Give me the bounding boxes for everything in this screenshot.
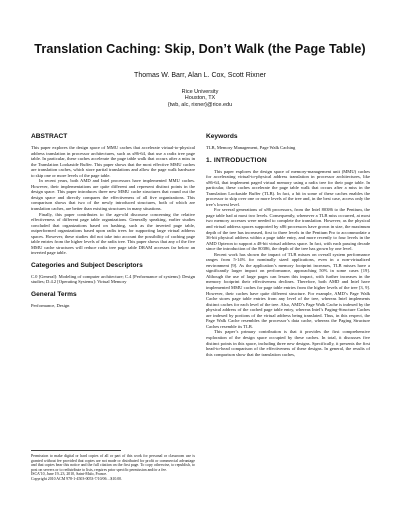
affiliation-institution: Rice University <box>181 89 219 95</box>
intro-paragraph-3: Recent work has shown the impact of TLB misses on overall system performance ranges from 5-14% for nominally sized applications, even in a non-virtualized environment [9]. As the application’s memory footprint increases, TLB misses have a significantly larger impact on performance, approaching 50% in some cases [19]. Although the use of large pages can lessen this impact, with further increases in the memory footprint their effectiveness declines. Therefore, both AMD and Intel have implemented MMU caches for page table entries from the higher levels of the tree [3, 9]. However, their caches have quite different structure. For example, AMD’s Page Walk Cache stores page table entries from any level of the tree, whereas Intel implements distinct caches for each level of the tree. Also, AMD’s Page Walk Cache is indexed by the physical address of the cached page table entry, whereas Intel’s Paging-Structure Caches are indexed by portions of the virtual address being translated. Thus, in this respect, the Page Walk Cache resembles the processor’s data cache, whereas the Paging Structure Caches resemble its TLB. <box>206 251 370 329</box>
permission-text: Permission to make digital or hard copies of all or part of this work for personal or classroom use is granted without fee provided that copies are not made or distributed for profit or commercial advantage and that copies bear this notice and the full citation on the first page. To copy otherwise, to republish, to post on servers or to redistribute to lists, requires prior specific permission and/or a fee. <box>31 454 195 472</box>
affiliation-location: Houston, TX <box>184 95 216 102</box>
conference-line: ISCA’10, June 19–23, 2010, Saint-Malo, France. <box>31 472 108 477</box>
general-terms-text: Performance, Design <box>31 303 70 309</box>
intro-paragraph-2: For several generations of x86 processors, from the Intel 80386 to the Pentium, the page table had at most two levels. Consequently, whenever a TLB miss occurred, at most two memory accesses were needed to complete the translation. However, as the physical and virtual address spaces supported by x86 processors have grown in size, the maximum depth of the tree has increased, first to three levels in the Pentium Pro to accommodate a 36-bit physical address within a page table entry, and more recently to four levels in the AMD Opteron to support a 48-bit virtual address space. In fact, with each passing decade since the introduction of the 80386, the depth of the tree has grown by one level. <box>206 207 370 252</box>
categories-text: C.0 [General]: Modeling of computer architecture; C.4 [Performance of systems]: Design studies; D.4.2 [Operating Systems]: Virtual Memory <box>31 273 195 285</box>
introduction-heading: 1. INTRODUCTION <box>206 156 267 164</box>
right-column <box>206 133 370 357</box>
paper-title: Translation Caching: Skip, Don’t Walk (the Page Table) <box>34 42 366 56</box>
general-terms-heading: General Terms <box>31 291 77 299</box>
intro-paragraph-1: This paper explores the design space of memory-management unit (MMU) caches for accelerating virtual-to-physical address translation in processor architectures, like x86-64, that implement paged virtual memory using a radix tree for their page table. In particular, these caches accelerate the page table walk that occurs after a miss in the Translation Lookaside Buffer (TLB). In fact, a hit in some of these caches enables the processor to skip over one or more levels of the tree and, in the best case, access only the tree’s lowest level. <box>206 168 370 207</box>
intro-paragraph-4: This paper’s primary contribution is that it provides the first comprehensive exploration of the design space occupied by these caches. In total, it discusses five distinct points in this space, including three new designs. Specifically, it presents the first head-to-head comparison of the effectiveness of these designs. In general, the results of this comparison show that the translation caches, <box>206 329 370 357</box>
footnote-rule <box>31 450 121 451</box>
abstract-paragraph-1: This paper explores the design space of MMU caches that accelerate virtual-to-physical address translation in processor architectures, such as x86-64, that use a radix tree page table. In particular, these caches accelerate the page table walk that occurs after a miss in the Translation Lookaside Buffer. This paper shows that the most effective MMU caches are translation caches, which store partial translations and allow the page walk hardware to skip one or more levels of the page table. <box>31 145 195 178</box>
left-column <box>31 133 195 309</box>
paper-authors: Thomas W. Barr, Alan L. Cox, Scott Rixner <box>134 72 266 79</box>
abstract-paragraph-2: In recent years, both AMD and Intel processors have implemented MMU caches. However, their implementations are quite different and represent distinct points in the design space. This paper introduces three new MMU cache structures that round out the design space and directly compares the effectiveness of all five organizations. This comparison shows that two of the newly introduced structures, both of which are translation caches, are better than existing structures in many situations. <box>31 178 195 212</box>
abstract-paragraph-3: Finally, this paper contributes to the age-old discourse concerning the relative effectiveness of different page table organizations. Generally speaking, earlier studies concluded that organizations based on hashing, such as the inverted page table, outperformed organizations based upon radix trees for supporting large virtual address spaces. However, these studies did not take into account the possibility of caching page table entries from the higher levels of the radix tree. This paper shows that any of the five MMU cache structures will reduce radix tree page table DRAM accesses far below an inverted page table. <box>31 211 195 256</box>
keywords-text: TLB, Memory Management, Page Walk Caching <box>206 145 296 150</box>
copyright-line: Copyright 2010 ACM 978-1-4503-0053-7/10/06 ...$10.00. <box>31 476 123 481</box>
keywords-heading: Keywords <box>206 133 238 140</box>
abstract-heading: ABSTRACT <box>31 133 68 140</box>
affiliation-emails: {twb, alc, rixner}@rice.edu <box>167 101 233 108</box>
affiliation-block <box>0 89 400 108</box>
permission-notice <box>31 450 195 482</box>
categories-heading: Categories and Subject Descriptors <box>31 261 143 269</box>
